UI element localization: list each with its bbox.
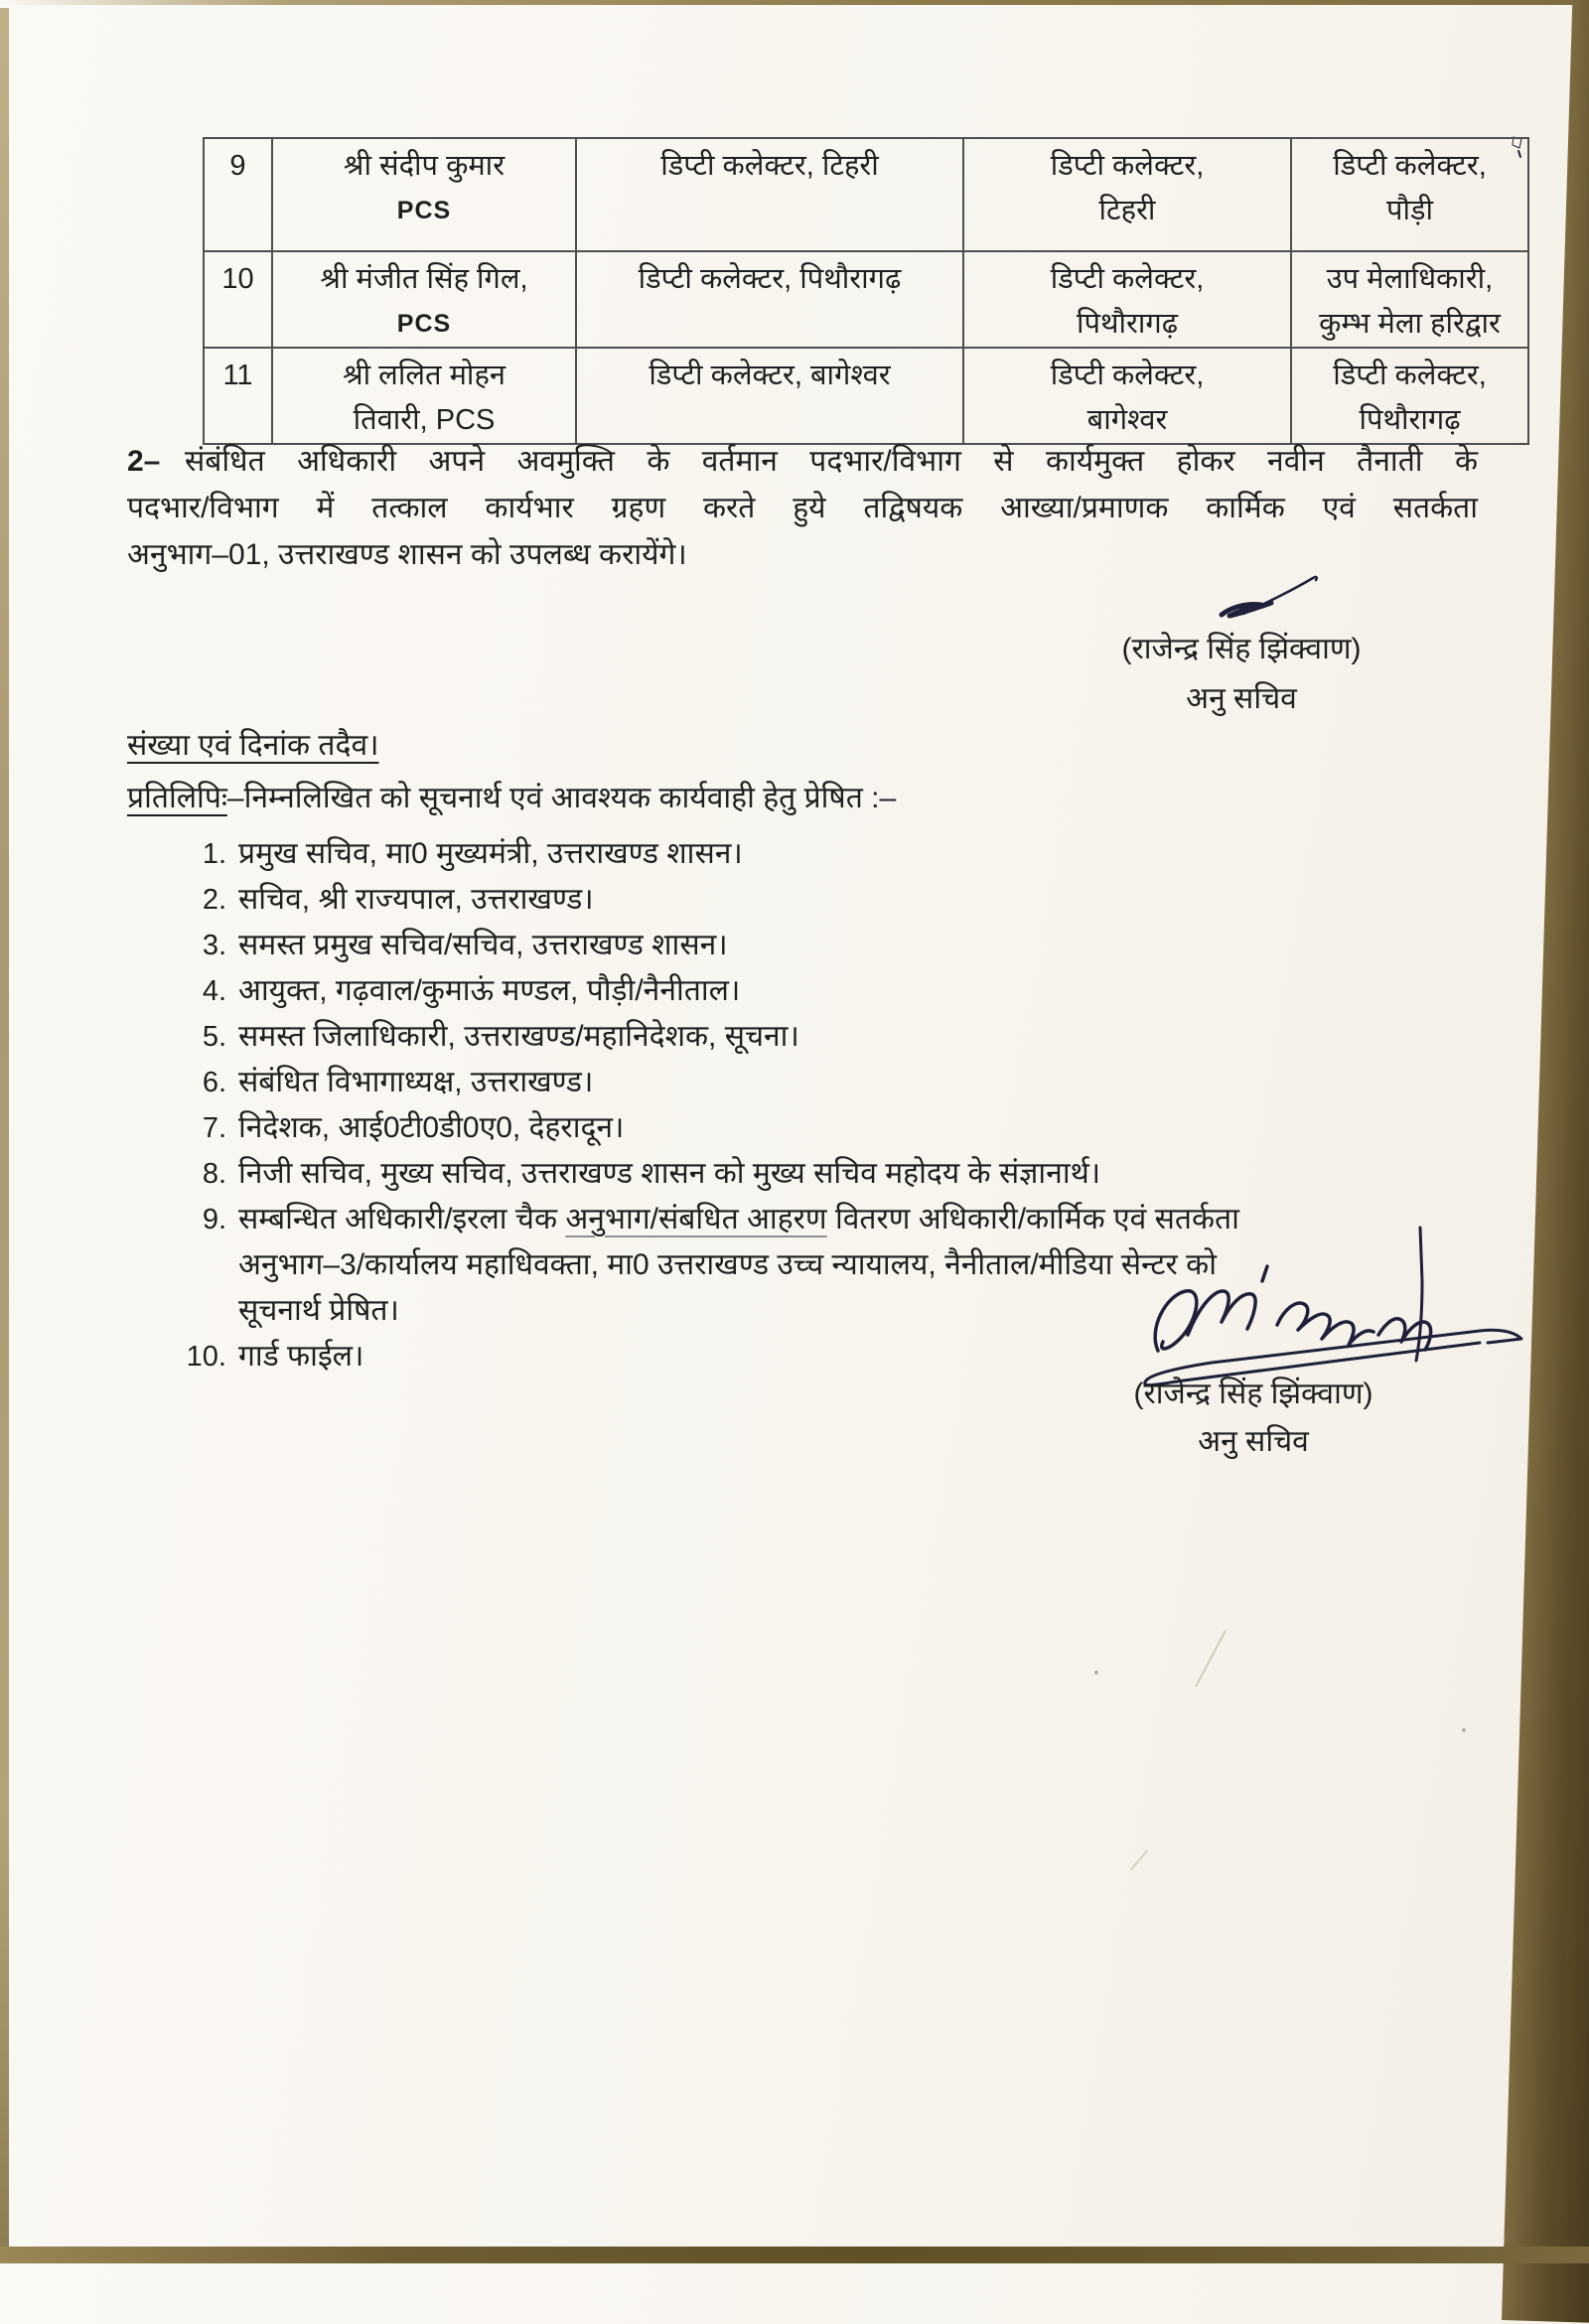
post-text: कुम्भ मेला हरिद्वार [1319, 308, 1501, 340]
list-number: 4. [202, 975, 226, 1007]
cell-previous-post [576, 251, 963, 348]
para2-line: संबंधित अधिकारी अपने अवमुक्ति के वर्तमान पदभार/विभाग से कार्यमुक्त होकर नवीन तैनाती के [185, 445, 1478, 478]
scan-edge-bottom [0, 2247, 1589, 2263]
list-number: 10. [186, 1341, 226, 1373]
cell-release-post [963, 251, 1291, 348]
list-item: निजी सचिव, मुख्य सचिव, उत्तराखण्ड शासन को मुख्य सचिव महोदय के संज्ञानार्थ। [238, 1157, 1101, 1190]
officer-cadre: PCS [396, 310, 452, 338]
para2-line: पदभार/विभाग में तत्काल कार्यभार ग्रहण करते हुये तद्विषयक आख्या/प्रमाणक कार्मिक एवं सतर्कता [127, 492, 1478, 524]
list-item: समस्त प्रमुख सचिव/सचिव, उत्तराखण्ड शासन। [238, 929, 728, 961]
para2-line: अनुभाग–01, उत्तराखण्ड शासन को उपलब्ध करायेंगे। [127, 538, 687, 571]
cell-new-post [1291, 348, 1528, 444]
list-item: अनुभाग–3/कार्यालय महाधिवक्ता, मा0 उत्तराखण्ड उच्च न्यायालय, नैनीताल/मीडिया सेन्टर को [238, 1248, 1217, 1281]
signature-stroke-icon [1214, 568, 1333, 628]
post-text: बागेश्वर [1086, 404, 1168, 436]
list-number: 8. [202, 1158, 226, 1190]
paper-crease [1130, 1849, 1148, 1870]
officer-cadre: PCS [396, 197, 452, 224]
post-text: पिथौरागढ़ [1359, 404, 1461, 436]
cell-new-post [1291, 138, 1528, 251]
list-number: 6. [202, 1067, 226, 1098]
list-item: समस्त जिलाधिकारी, उत्तराखण्ड/महानिदेशक, सूचना। [238, 1020, 799, 1053]
cell-serial [204, 348, 272, 444]
post-text: डिप्टी कलेक्टर, [1050, 360, 1205, 391]
signatory-name: (राजेन्द्र सिंह झिंक्वाण) [1121, 633, 1362, 665]
ref-line [127, 726, 379, 766]
cell-officer-name [272, 138, 576, 251]
cell-serial [204, 138, 272, 251]
signatory-name: (राजेन्द्र सिंह झिंक्वाण) [1133, 1378, 1373, 1410]
scan-edge-top [0, 0, 1589, 5]
post-text: डिप्टी कलेक्टर, [1333, 360, 1487, 391]
serial-number: 11 [222, 360, 253, 391]
scan-edge-left [0, 8, 9, 2263]
list-item: आयुक्त, गढ़वाल/कुमाऊं मण्डल, पौड़ी/नैनीताल। [238, 974, 741, 1007]
post-text: डिप्टी कलेक्टर, [1050, 263, 1205, 295]
list-item-text: वितरण अधिकारी/कार्मिक एवं सतर्कता [826, 1203, 1239, 1235]
list-item-underlined: अनुभाग/संबधित आहरण [565, 1203, 827, 1235]
list-item: संबंधित विभागाध्यक्ष, उत्तराखण्ड। [238, 1066, 594, 1098]
list-item: प्रमुख सचिव, मा0 मुख्यमंत्री, उत्तराखण्ड शासन। [238, 837, 743, 870]
list-number: 2. [202, 884, 226, 916]
officer-name-line: श्री संदीप कुमार [343, 150, 506, 182]
officer-name-line: श्री ललित मोहन [343, 360, 506, 391]
officer-name-line: तिवारी, PCS [353, 404, 496, 436]
list-number: 5. [202, 1021, 226, 1053]
signatory-title: अनु सचिव [1186, 682, 1297, 715]
scan-speck [1462, 1728, 1466, 1732]
post-text: टिहरी [1098, 195, 1156, 226]
table-row [204, 251, 1528, 348]
scan-speck [1094, 1670, 1098, 1674]
copy-heading-rest: –निम्नलिखित को सूचनार्थ एवं आवश्यक कार्यवाही हेतु प्रेषित :– [226, 782, 897, 814]
cell-release-post [963, 348, 1291, 444]
cell-previous-post [576, 138, 963, 251]
paper-crease [1195, 1630, 1227, 1686]
officer-transfer-table [203, 137, 1529, 445]
list-number: 1. [202, 838, 226, 870]
post-text: डिप्टी कलेक्टर, टिहरी [660, 150, 879, 182]
table-row [204, 138, 1528, 251]
list-item-text: सम्बन्धित अधिकारी/इरला चैक [238, 1203, 566, 1235]
post-text: डिप्टी कलेक्टर, [1333, 150, 1487, 182]
para2-number: 2– [127, 445, 161, 478]
cell-new-post [1291, 251, 1528, 348]
list-item [238, 1200, 1239, 1239]
list-item: सचिव, श्री राज्यपाल, उत्तराखण्ड। [238, 883, 594, 916]
cell-previous-post [576, 348, 963, 444]
list-number: 3. [202, 930, 226, 961]
list-number: 7. [202, 1112, 226, 1144]
list-number: 9. [202, 1204, 226, 1235]
cell-release-post [963, 138, 1291, 251]
copy-heading-label: प्रतिलिपिः [127, 782, 227, 814]
copy-heading [127, 779, 896, 818]
list-item: निदेशक, आई0टी0डी0ए0, देहरादून। [238, 1111, 625, 1144]
serial-number: 10 [221, 263, 254, 295]
cell-serial [204, 251, 272, 348]
post-text: डिप्टी कलेक्टर, पिथौरागढ़ [638, 263, 902, 295]
list-item: गार्ड फाईल। [238, 1340, 364, 1373]
cell-officer-name [272, 251, 576, 348]
post-text: डिप्टी कलेक्टर, [1050, 150, 1205, 182]
signatory-title: अनु सचिव [1198, 1425, 1309, 1458]
table-row [204, 348, 1528, 444]
post-text: पौड़ी [1385, 195, 1433, 226]
post-text: उप मेलाधिकारी, [1326, 263, 1494, 295]
ref-line-text: संख्या एवं दिनांक तदैव। [127, 729, 379, 762]
list-item: सूचनार्थ प्रेषित। [238, 1294, 399, 1327]
signature-scribble-icon [1132, 1224, 1549, 1387]
officer-name-line: श्री मंजीत सिंह गिल, [320, 263, 528, 295]
post-text: पिथौरागढ़ [1076, 308, 1179, 340]
cell-officer-name [272, 348, 576, 444]
serial-number: 9 [229, 150, 246, 182]
post-text: डिप्टी कलेक्टर, बागेश्वर [649, 360, 891, 391]
